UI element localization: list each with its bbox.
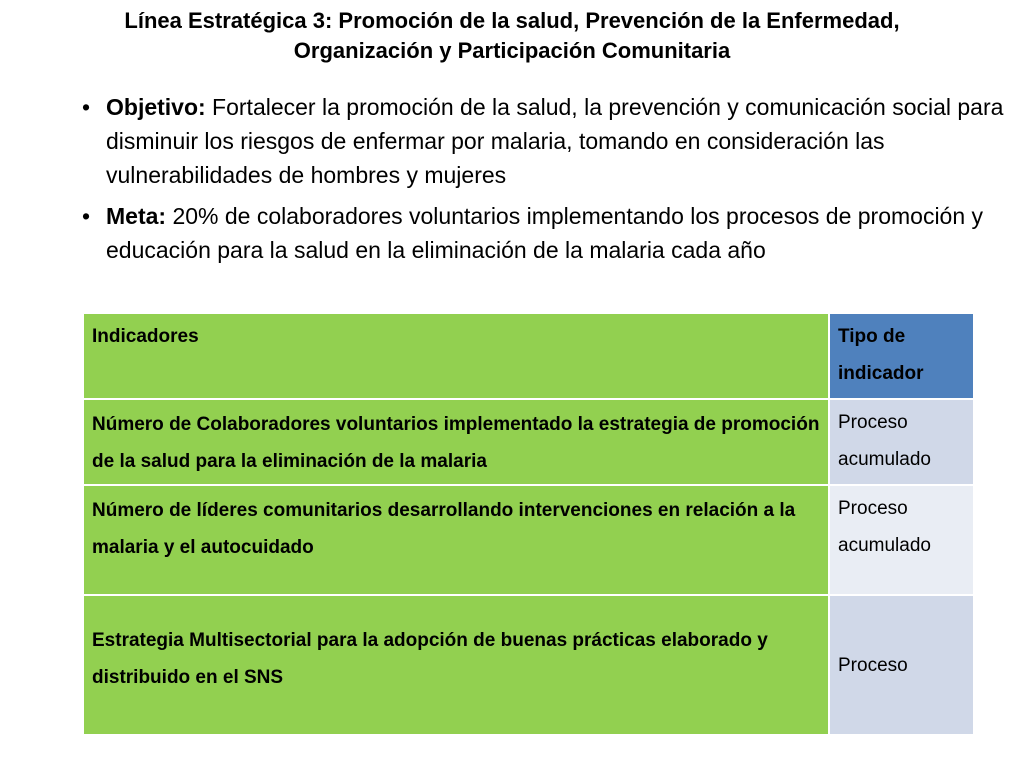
- bullet-lead-goal: Meta:: [106, 203, 167, 229]
- type-cell: Proceso acumulado: [829, 399, 974, 485]
- bullet-goal: [76, 199, 1011, 267]
- type-cell: Proceso: [829, 595, 974, 735]
- slide-title-line-2: Organización y Participación Comunitaria: [293, 38, 731, 63]
- table-row: [83, 399, 974, 485]
- bullet-marker: •: [81, 203, 91, 229]
- bullet-text-goal: 20% de colaboradores voluntarios implementando los procesos de promoción y educación para la salud en la eliminación de la malaria cada año: [106, 203, 984, 263]
- bullet-lead-objective: Objetivo:: [106, 94, 206, 120]
- table-row: [83, 595, 974, 735]
- header-tipo-de-indicador: Tipo de indicador: [829, 313, 974, 399]
- header-indicadores: Indicadores: [83, 313, 829, 399]
- bullet-text-objective: Fortalecer la promoción de la salud, la prevención y comunicación social para disminuir los riesgos de enfermar por malaria, tomando en consideración las vulnerabilidades de hombres y mujeres: [106, 94, 1004, 188]
- table-row: [83, 485, 974, 595]
- indicators-table: [82, 312, 975, 736]
- bullet-objective: [76, 90, 1011, 192]
- slide-title-line-1: Línea Estratégica 3: Promoción de la salud, Prevención de la Enfermedad,: [124, 8, 900, 33]
- indicator-cell: Número de Colaboradores voluntarios implementado la estrategia de promoción de la salud para la eliminación de la malaria: [83, 399, 829, 485]
- bullet-marker: •: [81, 94, 91, 120]
- bullet-list: [76, 90, 1011, 274]
- indicator-cell: Número de líderes comunitarios desarrollando intervenciones en relación a la malaria y el autocuidado: [83, 485, 829, 595]
- type-cell: Proceso acumulado: [829, 485, 974, 595]
- table-header-row: [83, 313, 974, 399]
- indicator-cell: Estrategia Multisectorial para la adopción de buenas prácticas elaborado y distribuido en el SNS: [83, 595, 829, 735]
- slide-title: [40, 6, 984, 66]
